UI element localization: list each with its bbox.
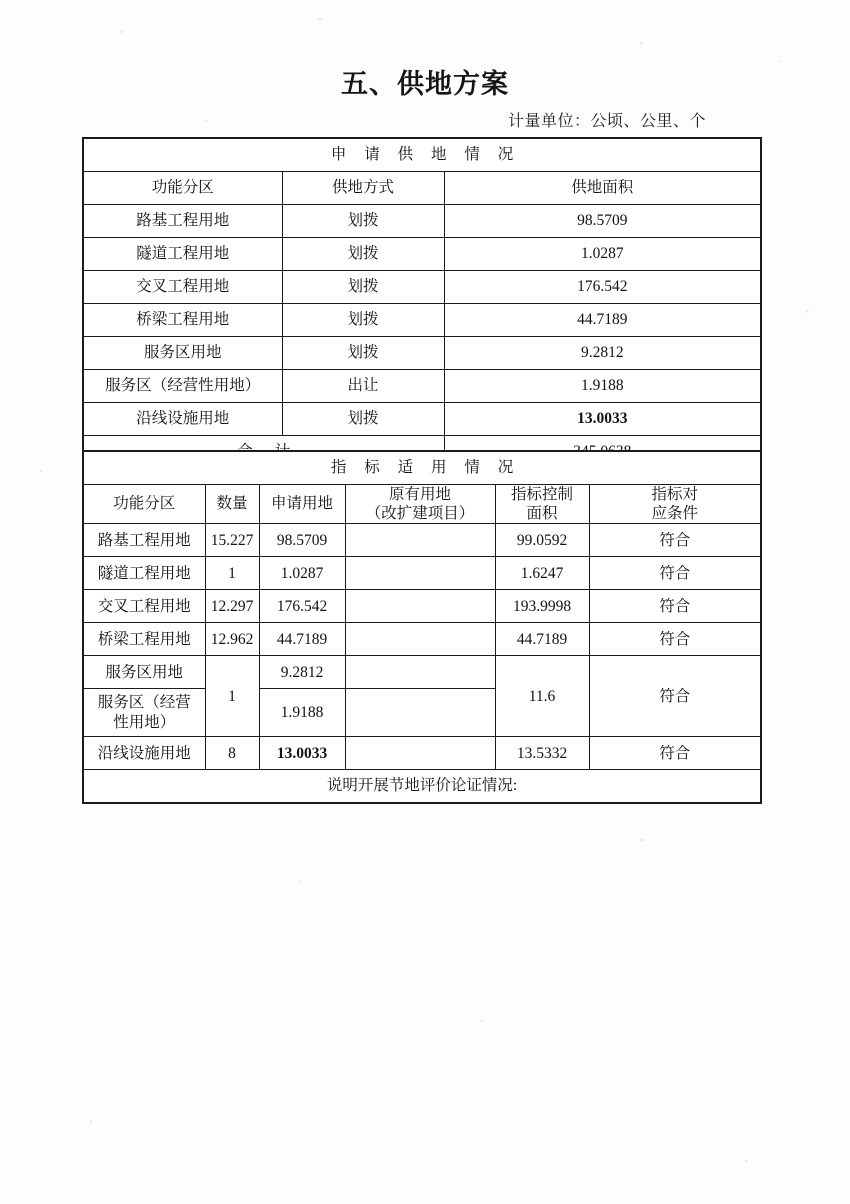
cell-condition: 符合 — [589, 623, 761, 656]
cell-count: 12.297 — [205, 590, 259, 623]
cell-zone: 沿线设施用地 — [83, 737, 205, 770]
cell-zone-line1: 服务区（经营 — [97, 694, 191, 712]
col-header-area: 供地面积 — [444, 171, 761, 204]
col-header-zone: 功能分区 — [83, 484, 205, 524]
cell-control-area: 44.7189 — [495, 623, 589, 656]
cell-applied-land: 44.7189 — [259, 623, 345, 656]
cell-control-area: 13.5332 — [495, 737, 589, 770]
cell-applied-land: 98.5709 — [259, 524, 345, 557]
col-header-existing-land — [345, 484, 495, 524]
cell-zone: 交叉工程用地 — [83, 590, 205, 623]
col-header-control-area — [495, 484, 589, 524]
cell-existing-land — [345, 557, 495, 590]
supply-plan-table — [82, 137, 762, 469]
cell-existing-land — [345, 689, 495, 737]
table-band-row — [83, 138, 761, 171]
col-header-applied-land: 申请用地 — [259, 484, 345, 524]
cell-zone: 服务区用地 — [83, 656, 205, 689]
cell-applied-land: 13.0033 — [259, 737, 345, 770]
cell-zone: 桥梁工程用地 — [83, 623, 205, 656]
cell-applied-land: 1.9188 — [259, 689, 345, 737]
cell-condition: 符合 — [589, 656, 761, 737]
cell-count: 1 — [205, 656, 259, 737]
col-header-method: 供地方式 — [282, 171, 444, 204]
cell-applied-land: 9.2812 — [259, 656, 345, 689]
col-header-existing-land-line2: （改扩建项目） — [365, 504, 475, 522]
table-row — [83, 204, 761, 237]
cell-applied-land: 1.0287 — [259, 557, 345, 590]
cell-zone: 服务区（经营性用地） — [83, 369, 282, 402]
table-row — [83, 590, 761, 623]
table-header-row — [83, 171, 761, 204]
table-row — [83, 656, 761, 689]
cell-control-area: 11.6 — [495, 656, 589, 737]
cell-zone: 沿线设施用地 — [83, 402, 282, 435]
cell-existing-land — [345, 623, 495, 656]
col-header-condition — [589, 484, 761, 524]
cell-existing-land — [345, 656, 495, 689]
table-header-row — [83, 484, 761, 524]
cell-zone: 路基工程用地 — [83, 204, 282, 237]
cell-count: 8 — [205, 737, 259, 770]
cell-zone: 桥梁工程用地 — [83, 303, 282, 336]
col-header-existing-land-line1: 原有用地 — [388, 485, 451, 503]
supply-band-title: 申 请 供 地 情 况 — [83, 138, 761, 171]
col-header-condition-line1: 指标对 — [651, 485, 699, 503]
cell-zone — [83, 689, 205, 737]
page-title: 五、供地方案 — [341, 69, 509, 100]
table-row — [83, 557, 761, 590]
cell-condition: 符合 — [589, 524, 761, 557]
cell-method: 出让 — [282, 369, 444, 402]
cell-method: 划拨 — [282, 402, 444, 435]
cell-zone: 路基工程用地 — [83, 524, 205, 557]
cell-control-area: 1.6247 — [495, 557, 589, 590]
cell-existing-land — [345, 590, 495, 623]
cell-count: 1 — [205, 557, 259, 590]
table-note-row — [83, 770, 761, 803]
cell-zone: 交叉工程用地 — [83, 270, 282, 303]
col-header-zone: 功能分区 — [83, 171, 282, 204]
cell-method: 划拨 — [282, 303, 444, 336]
cell-area: 1.9188 — [444, 369, 761, 402]
cell-area: 98.5709 — [444, 204, 761, 237]
cell-control-area: 99.0592 — [495, 524, 589, 557]
cell-zone: 隧道工程用地 — [83, 237, 282, 270]
cell-area: 176.542 — [444, 270, 761, 303]
indicator-applicability-table — [82, 450, 762, 804]
col-header-condition-line2: 应条件 — [651, 504, 699, 522]
cell-area: 9.2812 — [444, 336, 761, 369]
evaluation-note-label: 说明开展节地评价论证情况: — [83, 770, 761, 803]
table-row — [83, 524, 761, 557]
cell-count: 15.227 — [205, 524, 259, 557]
cell-count: 12.962 — [205, 623, 259, 656]
cell-method: 划拨 — [282, 204, 444, 237]
table-row — [83, 303, 761, 336]
cell-zone: 服务区用地 — [83, 336, 282, 369]
table-band-row — [83, 451, 761, 484]
cell-control-area: 193.9998 — [495, 590, 589, 623]
measurement-unit-note: 计量单位：公顷、公里、个 — [507, 113, 706, 130]
cell-method: 划拨 — [282, 336, 444, 369]
table-row — [83, 737, 761, 770]
cell-existing-land — [345, 737, 495, 770]
col-header-control-area-line1: 指标控制 — [510, 485, 573, 503]
cell-area: 13.0033 — [444, 402, 761, 435]
col-header-count: 数量 — [205, 484, 259, 524]
col-header-control-area-line2: 面积 — [526, 504, 558, 522]
cell-area: 1.0287 — [444, 237, 761, 270]
table-row — [83, 369, 761, 402]
cell-area: 44.7189 — [444, 303, 761, 336]
cell-method: 划拨 — [282, 237, 444, 270]
cell-existing-land — [345, 524, 495, 557]
cell-zone-line2: 性用地） — [113, 713, 176, 731]
cell-zone: 隧道工程用地 — [83, 557, 205, 590]
table-row — [83, 237, 761, 270]
table-row — [83, 270, 761, 303]
cell-condition: 符合 — [589, 590, 761, 623]
table-row — [83, 623, 761, 656]
indicator-band-title: 指 标 适 用 情 况 — [83, 451, 761, 484]
table-row — [83, 336, 761, 369]
table-row — [83, 402, 761, 435]
cell-method: 划拨 — [282, 270, 444, 303]
cell-applied-land: 176.542 — [259, 590, 345, 623]
cell-condition: 符合 — [589, 557, 761, 590]
cell-condition: 符合 — [589, 737, 761, 770]
